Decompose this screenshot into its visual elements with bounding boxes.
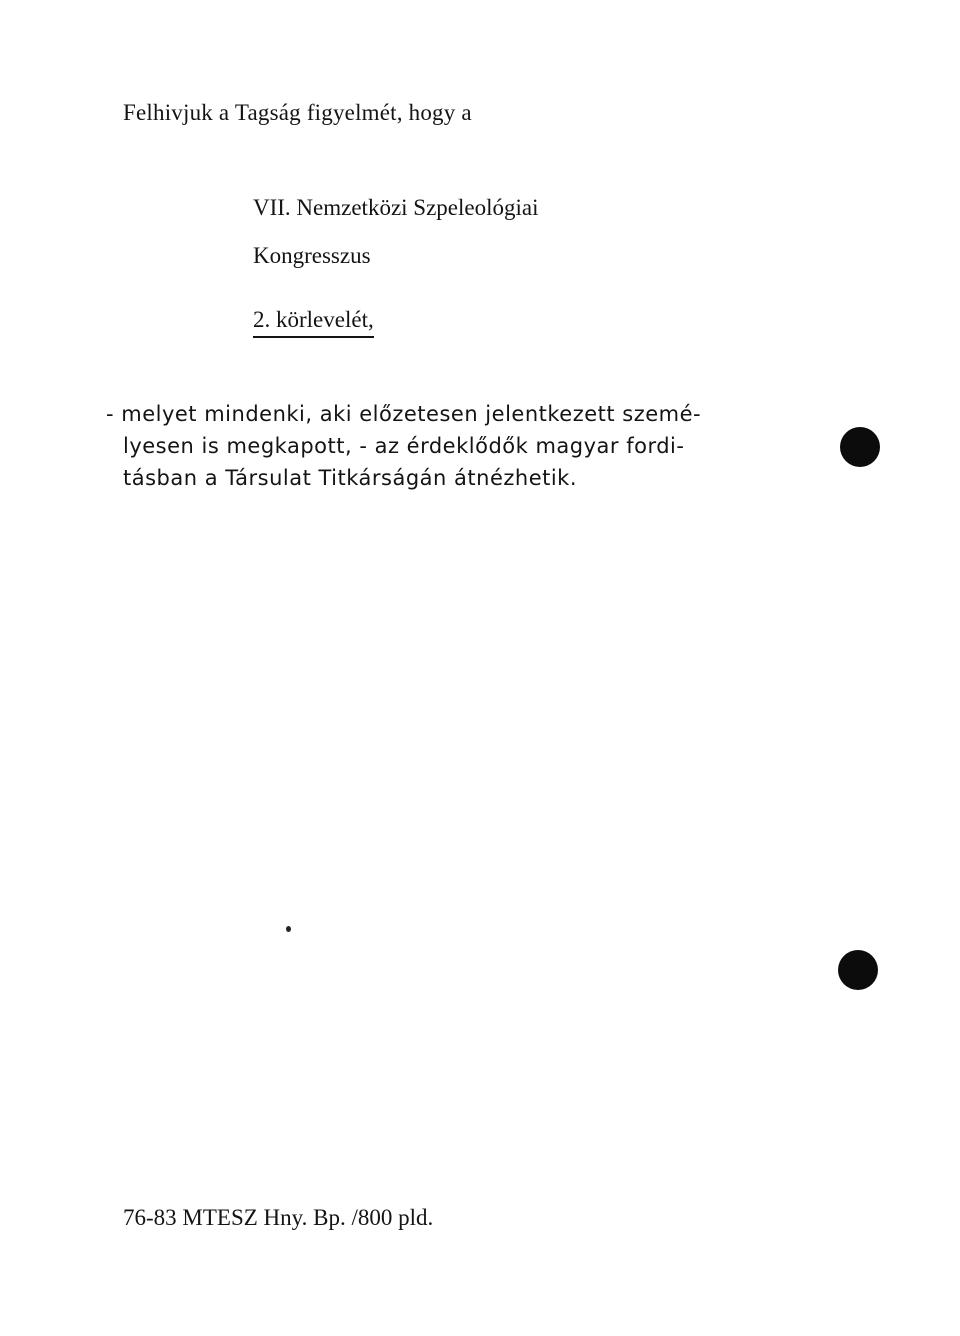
congress-title-line-2: Kongresszus [253,243,371,268]
punch-hole-icon [838,950,878,990]
ink-speck [286,926,291,932]
circular-letter-label: 2. körlevelét, [253,307,374,338]
body-line-2: lyesen is megkapott, - az érdeklődők magyar fordi- [123,434,685,458]
body-paragraph [106,398,796,494]
punch-hole-icon [840,427,880,467]
body-line-3: tásban a Társulat Titkárságán átnézhetik. [123,466,578,490]
printer-footer: 76-83 MTESZ Hny. Bp. /800 pld. [123,1205,434,1230]
body-line-1: - melyet mindenki, aki előzetesen jelentkezett szemé- [106,402,702,426]
congress-title-line-1: VII. Nemzetközi Szpeleológiai [253,195,539,220]
intro-line: Felhivjuk a Tagság figyelmét, hogy a [123,100,472,125]
